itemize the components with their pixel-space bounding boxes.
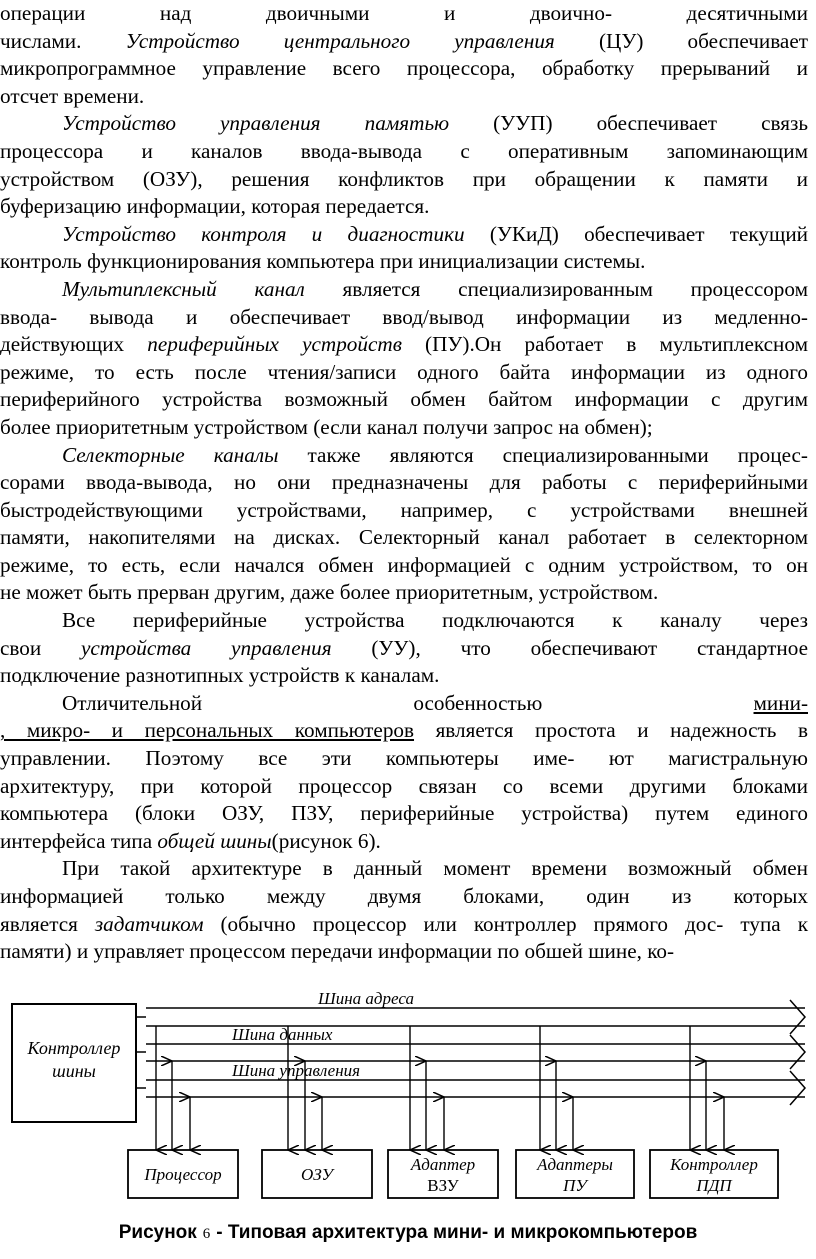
text-line: [0, 248, 808, 276]
text-run: является: [0, 911, 95, 936]
text-run: периферийного устройства возможный обмен байтом информации с другим: [0, 387, 808, 412]
underlined-term: , микро- и персональных компьютеров: [0, 718, 415, 743]
text-run: режиме, то есть после чтения/записи одного байта информации из одного: [0, 359, 808, 384]
italic-term: Устройство управления памятью: [62, 111, 450, 136]
text-line: [0, 662, 808, 690]
data-bus-label: Шина данных: [232, 1025, 333, 1044]
cpu-block-label: Процессор: [144, 1165, 222, 1184]
text-run: памяти, накопителями на дисках. Селекторный канал работает в селекторном: [0, 525, 808, 550]
text-line: [0, 138, 808, 166]
text-line: [0, 331, 808, 359]
text-line: [0, 166, 808, 194]
bus-controller-label-2: шины: [52, 1061, 96, 1081]
text-run: устройством (ОЗУ), решения конфликтов при обращении к памяти и: [0, 166, 808, 191]
text-line: [0, 359, 808, 387]
text-run: (обычно процессор или контроллер прямого дос- тупа к: [203, 911, 808, 936]
vzu-adapter-label-2: ВЗУ: [427, 1176, 459, 1195]
text-line: [0, 938, 808, 966]
text-run: информацией только между двумя блоками, один из которых: [0, 884, 808, 908]
pu-adapters-label-1: Адаптеры: [537, 1155, 613, 1174]
text-line: [0, 883, 808, 911]
paragraph: [0, 607, 808, 690]
dma-controller-label-1: Контроллер: [670, 1155, 758, 1174]
text-line: [0, 579, 808, 607]
control-bus-label: Шина управления: [232, 1061, 361, 1080]
paragraph: [0, 110, 808, 220]
paragraph: [0, 0, 808, 110]
text-run: архитектуру, при которой процессор связан со всеми другими блоками: [0, 773, 808, 798]
text-line: [0, 497, 808, 525]
text-line: [0, 193, 808, 221]
italic-term: задатчиком: [94, 911, 204, 936]
pu-adapters-label-2: ПУ: [563, 1176, 587, 1195]
text-line: [0, 717, 808, 745]
paragraph: [0, 221, 808, 276]
text-line: [0, 55, 808, 83]
text-run: отсчет времени.: [0, 83, 145, 108]
bus-architecture-figure: [0, 984, 816, 1216]
text-line: [0, 276, 808, 304]
text-line: [0, 635, 808, 663]
paragraph: [0, 276, 808, 442]
text-run: является специализированным процессором: [304, 276, 809, 301]
address-bus-arrow: [790, 1000, 805, 1034]
text-line: [0, 83, 808, 111]
text-line: [0, 386, 808, 414]
text-line: [0, 221, 808, 249]
dma-controller-label-2: ПДП: [696, 1176, 732, 1195]
text-line: [0, 855, 808, 883]
italic-term: Устройство контроля и диагностики: [62, 221, 465, 246]
text-run: процессора и каналов ввода-вывода с оперативным запоминающим: [0, 138, 808, 163]
text-run: микропрограммное управление всего процессора, обработку прерываний и: [0, 56, 808, 81]
control-bus-arrow: [790, 1071, 805, 1105]
text-run: памяти) и управляет процессом передачи информации по обшей шине, ко-: [0, 939, 675, 964]
text-line: [0, 524, 808, 552]
text-run: контроль функционирования компьютера при инициализации системы.: [0, 249, 646, 274]
text-run: подключение разнотипных устройств к каналам.: [0, 663, 440, 688]
text-run: (УУ), что обеспечивают стандартное: [331, 635, 809, 660]
text-line: [0, 28, 808, 56]
caption-number: 6: [202, 1226, 211, 1242]
paragraph: [0, 690, 808, 856]
text-line: [0, 690, 808, 718]
caption-prefix: Рисунок: [118, 1222, 197, 1243]
italic-term: периферийных устройств: [147, 332, 402, 357]
text-run: не может быть прерван другим, даже более приоритетным, устройством.: [0, 580, 659, 605]
vzu-adapter-label-1: Адаптер: [410, 1155, 476, 1174]
text-run: (УКиД) обеспечивает текущий: [464, 221, 808, 246]
italic-term: Мультиплексный канал: [62, 276, 305, 301]
underlined-term: мини-: [753, 690, 808, 715]
text-line: [0, 911, 808, 939]
italic-term: Селекторные каналы: [62, 442, 279, 467]
figure-caption: [0, 1222, 816, 1244]
text-run: При такой архитектуре в данный момент времени возможный обмен: [62, 856, 808, 881]
text-run: буферизацию информации, которая передается.: [0, 194, 430, 219]
text-line: [0, 110, 808, 138]
text-run: (ЦУ) обеспечивает: [554, 28, 808, 53]
text-run: свои: [0, 635, 81, 660]
text-run: (ПУ).Он работает в мультиплексном: [401, 332, 808, 357]
text-line: [0, 414, 808, 442]
caption-text: - Типовая архитектура мини- и микрокомпьютеров: [216, 1222, 698, 1243]
text-line: [0, 607, 808, 635]
text-run: (рисунок 6).: [271, 828, 381, 853]
paragraph: [0, 442, 808, 608]
text-line: [0, 773, 808, 801]
text-run: (УУП) обеспечивает связь: [449, 111, 808, 136]
address-bus-label: Шина адреса: [318, 989, 414, 1008]
text-run: сорами ввода-вывода, но они предназначены для работы с периферийными: [0, 470, 808, 495]
text-run: операции над двоичными и двоично- десятичными: [0, 1, 808, 25]
text-line: [0, 745, 808, 773]
bus-controller-label-1: Контроллер: [27, 1038, 121, 1058]
text-line: [0, 442, 808, 470]
paragraph: [0, 855, 808, 965]
text-run: управлении. Поэтому все эти компьютеры име- ют магистральную: [0, 746, 808, 771]
data-bus-arrow: [790, 1035, 805, 1069]
text-run: компьютера (блоки ОЗУ, ПЗУ, периферийные устройства) путем единого: [0, 801, 808, 826]
text-run: Все периферийные устройства подключаются к каналу через: [62, 608, 808, 633]
italic-term: Устройство центрального управления: [125, 28, 555, 53]
text-run: числами.: [0, 28, 126, 53]
text-run: является простота и надежность в: [414, 718, 808, 743]
text-line: [0, 800, 808, 828]
text-run: также являются специализированными процес-: [278, 442, 808, 467]
italic-term: общей шины: [157, 828, 272, 853]
ram-block-label: ОЗУ: [301, 1165, 333, 1184]
text-run: ввода- вывода и обеспечивает ввод/вывод информации из медленно-: [0, 304, 808, 329]
text-run: более приоритетным устройством (если канал получи запрос на обмен);: [0, 414, 653, 439]
text-run: действующих: [0, 332, 148, 357]
text-line: [0, 552, 808, 580]
text-run: быстродействующими устройствами, например, с устройствами внешней: [0, 497, 808, 522]
text-run: режиме, то есть, если начался обмен информацией с одним устройством, то он: [0, 552, 808, 577]
text-line: [0, 828, 808, 856]
text-run: интерфейса типа: [0, 828, 158, 853]
italic-term: устройства управления: [81, 635, 332, 660]
text-run: Отличительной особенностью: [62, 690, 754, 715]
text-line: [0, 304, 808, 332]
text-line: [0, 469, 808, 497]
text-line: [0, 0, 808, 28]
